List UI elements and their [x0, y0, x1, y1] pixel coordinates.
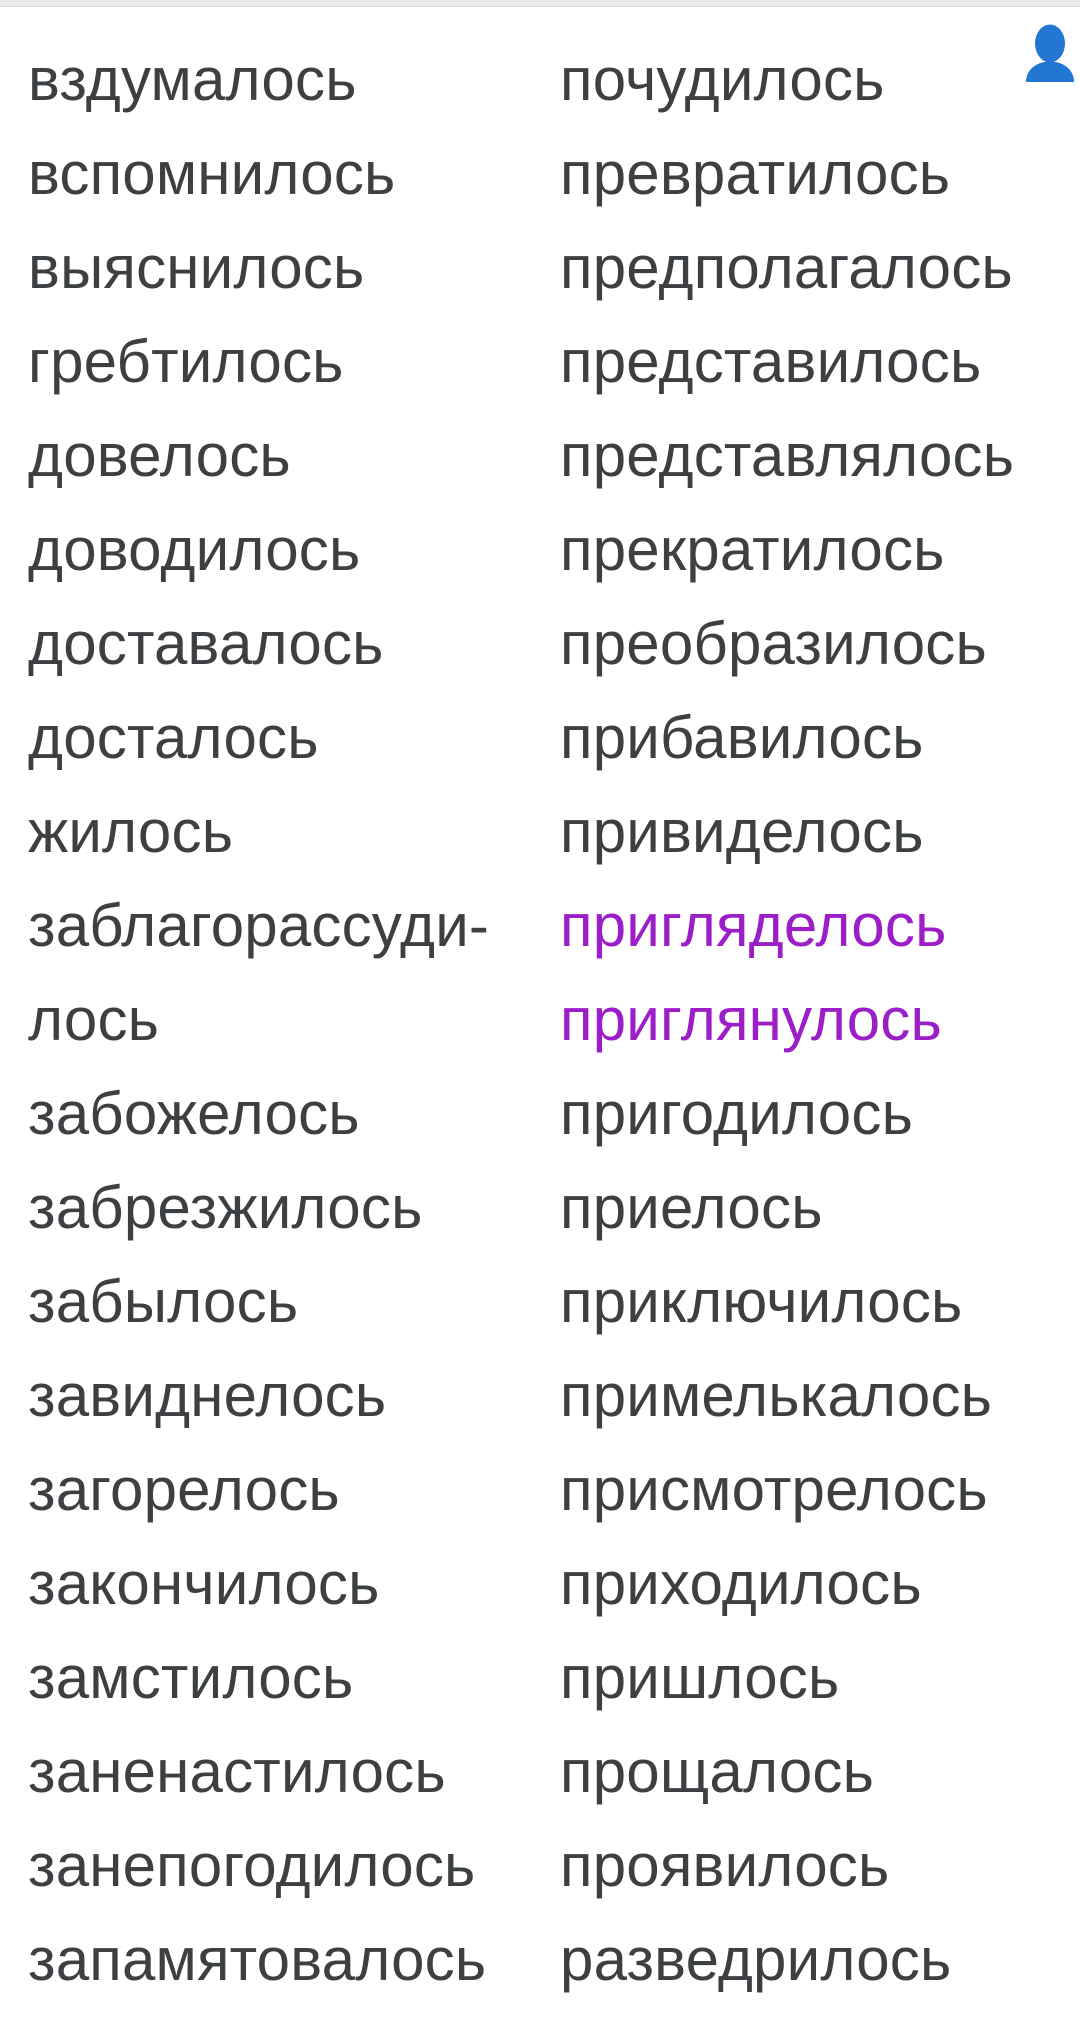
word-link[interactable]: забылось: [28, 1268, 299, 1335]
word-link[interactable]: забрезжилось: [28, 1174, 423, 1241]
word-link[interactable]: приглянулось: [560, 986, 942, 1053]
word-link[interactable]: завиднелось: [28, 1362, 387, 1429]
word-link[interactable]: забожелось: [28, 1080, 360, 1147]
word-link[interactable]: приключилось: [560, 1268, 963, 1335]
word-link[interactable]: представлялось: [560, 422, 1015, 489]
word-link[interactable]: вздумалось: [28, 46, 357, 113]
word-link[interactable]: примелькалось: [560, 1362, 993, 1429]
word-link[interactable]: разведрилось: [560, 1926, 952, 1993]
word-link[interactable]: приелось: [560, 1174, 823, 1241]
word-link[interactable]: превратилось: [560, 140, 951, 207]
word-link[interactable]: доводилось: [28, 516, 361, 583]
word-link[interactable]: почудилось: [560, 46, 885, 113]
word-link[interactable]: пришлось: [560, 1644, 840, 1711]
word-link[interactable]: запамятовалось: [28, 1926, 487, 1993]
word-column-left: [28, 33, 560, 2007]
word-list: [0, 7, 1080, 2007]
word-link[interactable]: присмотрелось: [560, 1456, 988, 1523]
word-link[interactable]: довелось: [28, 422, 291, 489]
word-link[interactable]: приходилось: [560, 1550, 922, 1617]
word-link[interactable]: жилось: [28, 798, 234, 865]
word-link[interactable]: заненастилось: [28, 1738, 446, 1805]
word-link[interactable]: замстилось: [28, 1644, 354, 1711]
word-link[interactable]: пригляделось: [560, 892, 947, 959]
word-column-right: [560, 33, 1070, 2007]
word-link[interactable]: доставалось: [28, 610, 384, 677]
person-icon: [1024, 24, 1076, 84]
word-link[interactable]: выяснилось: [28, 234, 365, 301]
word-link[interactable]: прощалось: [560, 1738, 875, 1805]
word-link[interactable]: загорелось: [28, 1456, 340, 1523]
word-link[interactable]: лось: [28, 986, 160, 1053]
word-link[interactable]: прибавилось: [560, 704, 924, 771]
word-link[interactable]: закончилось: [28, 1550, 380, 1617]
word-link[interactable]: заблагорассуди-: [28, 892, 490, 959]
top-status-strip: [0, 0, 1080, 7]
word-link[interactable]: представилось: [560, 328, 982, 395]
word-link[interactable]: предполагалось: [560, 234, 1013, 301]
word-link[interactable]: досталось: [28, 704, 319, 771]
word-link[interactable]: пригодилось: [560, 1080, 914, 1147]
word-link[interactable]: гребтилось: [28, 328, 344, 395]
word-link[interactable]: привиделось: [560, 798, 924, 865]
account-button[interactable]: [1024, 24, 1076, 84]
word-link[interactable]: вспомнилось: [28, 140, 396, 207]
word-link[interactable]: проявилось: [560, 1832, 890, 1899]
word-link[interactable]: прекратилось: [560, 516, 945, 583]
word-link[interactable]: преобразилось: [560, 610, 987, 677]
word-link[interactable]: занепогодилось: [28, 1832, 476, 1899]
